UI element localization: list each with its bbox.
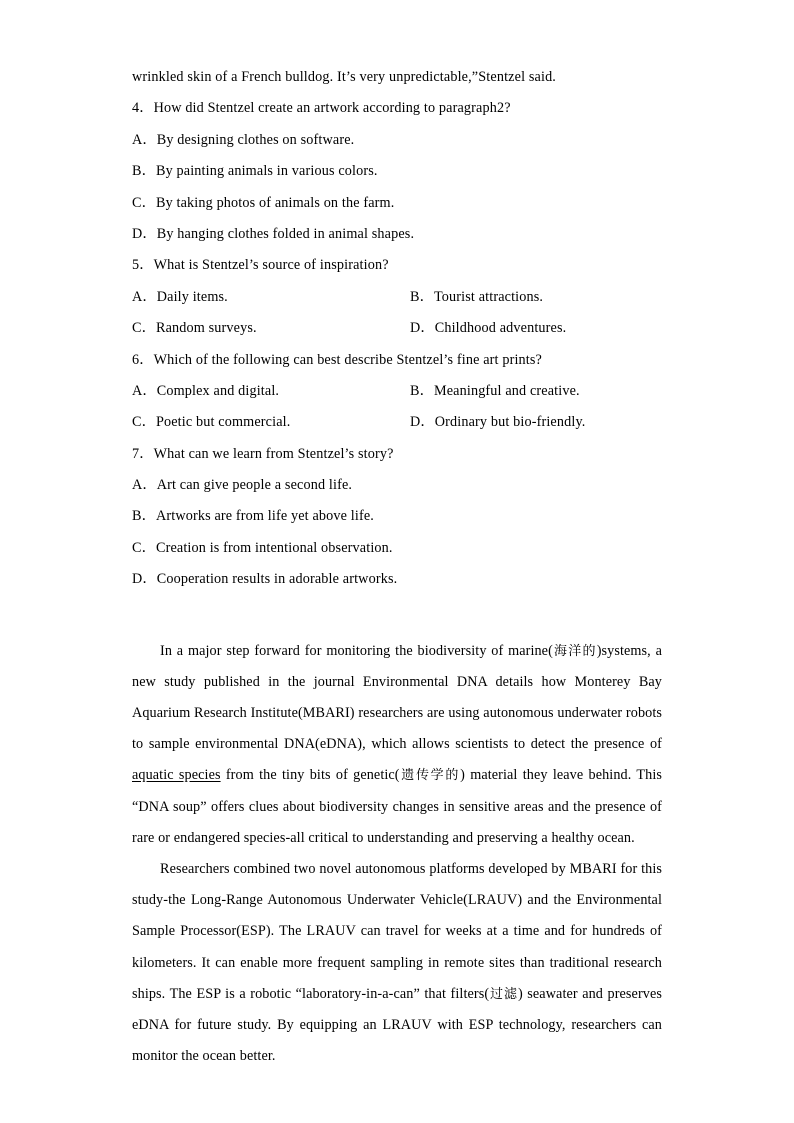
option-5-b[interactable]: B．Tourist attractions. [410,288,544,305]
question-stem-7: 7．What can we learn from Stentzel’s story? [132,445,394,462]
option-6-c[interactable]: C．Poetic but commercial. [132,414,291,431]
passage-p1-part4: ) material they leave behind. This “DNA soup” offers clues about biodiversity changes in sensitive areas and the presence of rare or endangered species-all critical to understanding and preserving a healthy ocean. [132,767,662,846]
option-row-4-b [132,156,662,187]
option-row-7-d [132,564,662,595]
passage-p1-part2: )systems, a new study published in the journal Environmental DNA details how Monterey Bay Aquarium Research Institute(MBARI) researchers are using autonomous underwater robots to sample environmental DNA(eDNA), which allows scientists to detect the presence of [132,642,662,753]
option-row-5-ab [132,282,662,313]
option-4-c[interactable]: C．By taking photos of animals on the farm. [132,194,395,211]
option-4-d[interactable]: D．By hanging clothes folded in animal shapes. [132,225,415,242]
continuation-line: wrinkled skin of a French bulldog. It’s very unpredictable,”Stentzel said. [132,69,557,85]
option-row-7-c [132,533,662,564]
option-row-4-a [132,125,662,156]
option-5-a[interactable]: A．Daily items. [132,288,228,305]
option-7-b[interactable]: B．Artworks are from life yet above life. [132,508,374,525]
passage-paragraph-2 [132,854,662,1072]
passage-p1-part1: In a major step forward for monitoring the biodiversity of marine( [160,642,553,659]
passage-p2-part1: Researchers combined two novel autonomous platforms developed by MBARI for this study-the Long-Range Autonomous Underwater Vehicle(LRAUV) and the Environmental Sample Processor(ESP). The LRAUV can travel for weeks at a time and for hundreds of kilometers. It can enable more frequent sampling in remote sites than traditional research ships. The ESP is a robotic “laboratory-in-a-can” that filters( [132,861,662,1002]
option-row-4-c [132,188,662,219]
document-content [132,62,662,1072]
option-7-d[interactable]: D．Cooperation results in adorable artworks. [132,571,398,588]
section-spacer [132,596,662,636]
option-4-b[interactable]: B．By painting animals in various colors. [132,163,378,180]
option-4-a[interactable]: A．By designing clothes on software. [132,131,355,148]
underlined-phrase-aquatic-species: aquatic species [132,767,221,784]
passage-paragraph-1 [132,636,662,854]
option-6-b[interactable]: B．Meaningful and creative. [410,382,580,399]
option-row-4-d [132,219,662,250]
gloss-genetic-chinese: 遗传学的 [399,768,461,784]
option-7-c[interactable]: C．Creation is from intentional observation. [132,539,393,556]
option-7-a[interactable]: A．Art can give people a second life. [132,477,353,494]
question-stem-6: 6．Which of the following can best describe Stentzel’s fine art prints? [132,351,542,368]
passage-p1-part3: from the tiny bits of genetic( [220,767,400,784]
option-row-6-ab [132,376,662,407]
option-row-7-b [132,501,662,532]
option-6-d[interactable]: D．Ordinary but bio-friendly. [410,414,586,431]
gloss-filters-chinese: 过滤 [489,986,518,1002]
question-stem-5: 5．What is Stentzel’s source of inspiration? [132,257,389,274]
option-5-c[interactable]: C．Random surveys. [132,320,257,337]
option-row-7-a [132,470,662,501]
question-stem-4: 4．How did Stentzel create an artwork according to paragraph2? [132,100,511,117]
passage-p2-part2: ) seawater and preserves eDNA for future study. By equipping an LRAUV with ESP technology, researchers can monitor the ocean better. [132,985,662,1065]
option-row-5-cd [132,313,662,344]
gloss-marine-chinese: 海洋的 [552,643,597,659]
option-5-d[interactable]: D．Childhood adventures. [410,320,567,337]
option-6-a[interactable]: A．Complex and digital. [132,382,280,399]
option-row-6-cd [132,407,662,438]
